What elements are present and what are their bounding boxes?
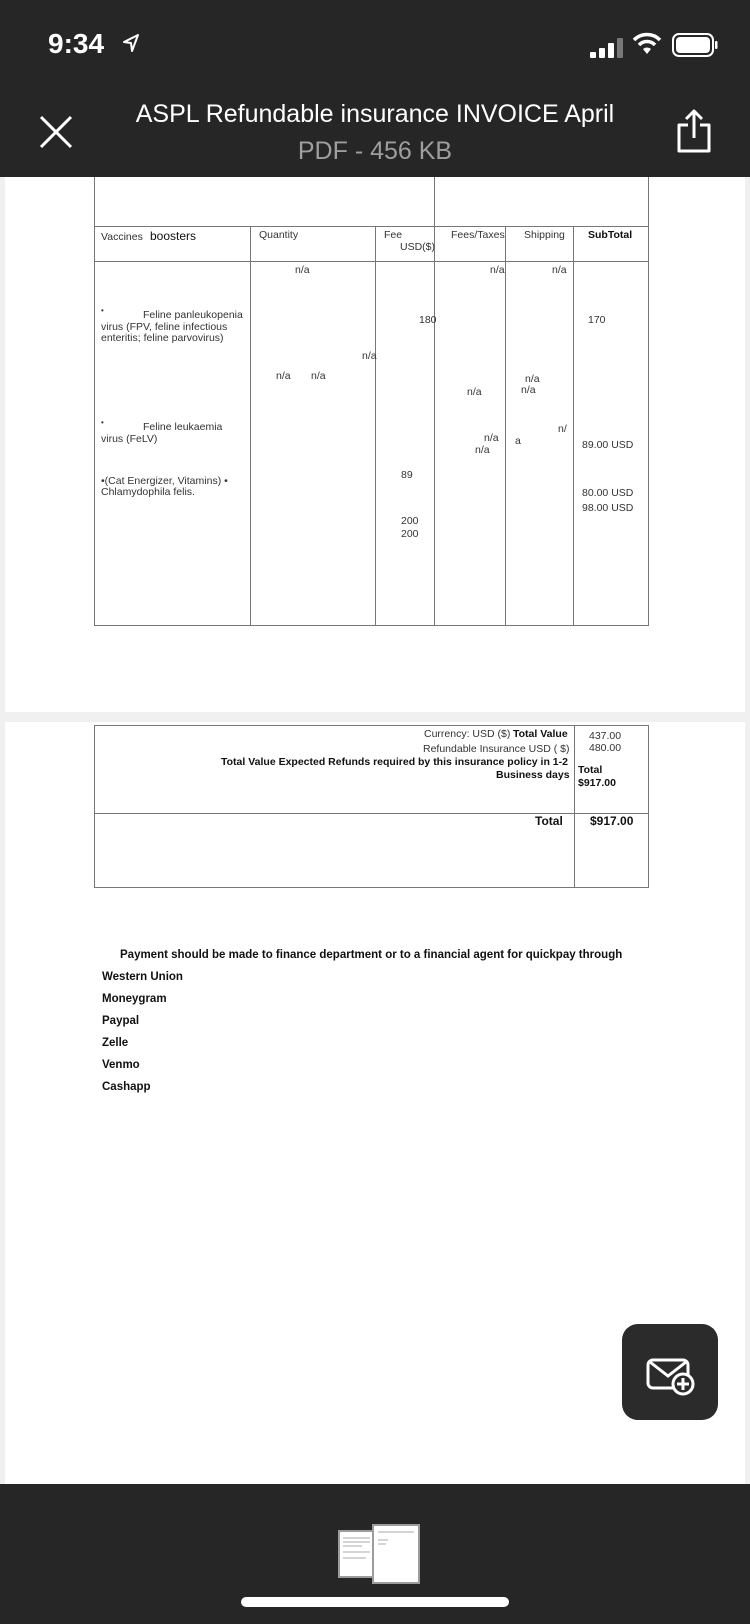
close-icon[interactable]	[36, 112, 76, 152]
fee-180: 180	[419, 314, 437, 326]
na-text: n/a	[521, 384, 536, 396]
na-text: n/a	[525, 373, 540, 385]
page-thumbnail[interactable]	[338, 1530, 376, 1578]
fee-200: 200	[401, 515, 419, 527]
total-value-amount: 437.00	[589, 730, 622, 742]
payment-method: Paypal	[102, 1015, 140, 1027]
subtotal-80: 80.00 USD	[582, 487, 634, 499]
na-text: n/a	[295, 264, 310, 276]
item1-line3: enteritis; feline parvovirus)	[101, 332, 224, 344]
na-text: n/a	[475, 444, 490, 456]
total-amount: $917.00	[590, 814, 634, 828]
item3-line1: •(Cat Energizer, Vitamins) •	[101, 475, 228, 487]
subtotal-98: 98.00 USD	[582, 502, 634, 514]
bullet: •	[101, 306, 104, 315]
thumbnail-lines	[374, 1526, 418, 1582]
refundable-label: Refundable Insurance USD ( $)	[423, 743, 570, 755]
currency-label: Currency: USD ($)	[424, 728, 511, 740]
na-text: n/a	[276, 370, 291, 382]
header-fees-taxes: Fees/Taxes	[451, 229, 505, 241]
document-subtitle: PDF - 456 KB	[297, 137, 453, 165]
header-fee-unit: USD($)	[400, 241, 436, 253]
item2-line1: Feline leukaemia	[143, 421, 223, 433]
header-vaccines: Vaccines	[101, 231, 143, 243]
expected-refunds-line1: Total Value Expected Refunds required by this insurance policy in 1-2	[221, 756, 568, 768]
total-label: Total	[535, 814, 563, 828]
thumbnail-lines	[340, 1532, 374, 1576]
na-partial-text: n/	[558, 423, 567, 435]
subtotal-89: 89.00 USD	[582, 439, 634, 451]
expected-refunds-line2: Business days	[496, 769, 570, 781]
fee-89: 89	[401, 469, 413, 481]
payment-heading: Payment should be made to finance department or to a financial agent for quickpay through	[120, 949, 623, 961]
share-icon[interactable]	[674, 108, 714, 154]
payment-method: Cashapp	[102, 1081, 151, 1093]
payment-method: Western Union	[102, 971, 183, 983]
header-shipping: Shipping	[524, 229, 565, 241]
location-arrow-icon	[122, 33, 140, 53]
subtotal-170: 170	[588, 314, 606, 326]
na-text: n/a	[552, 264, 567, 276]
na-text: n/a	[311, 370, 326, 382]
total-value-label: Total Value	[513, 728, 568, 740]
mail-add-icon	[622, 1324, 718, 1420]
payment-method: Zelle	[102, 1037, 129, 1049]
header-subtotal: SubTotal	[588, 229, 633, 241]
payment-method: Venmo	[102, 1059, 140, 1071]
header-boosters: boosters	[150, 229, 197, 243]
item1-line1: Feline panleukopenia	[143, 309, 243, 321]
refundable-amount: 480.00	[589, 742, 622, 754]
wifi-icon	[632, 32, 662, 56]
battery-icon	[672, 33, 718, 57]
item1-line2: virus (FPV, feline infectious	[101, 321, 228, 333]
na-text: n/a	[490, 264, 505, 276]
status-time: 9:34	[48, 28, 105, 59]
na-text: n/a	[484, 432, 499, 444]
signal-icon	[590, 38, 624, 58]
compose-mail-button[interactable]	[622, 1324, 718, 1420]
na-a-text: a	[515, 435, 521, 447]
header-quantity: Quantity	[259, 229, 299, 241]
na-text: n/a	[467, 386, 482, 398]
na-text: n/a	[362, 350, 377, 362]
document-title: ASPL Refundable insurance INVOICE April	[135, 100, 615, 128]
header-fee: Fee	[384, 229, 403, 241]
top-bar	[0, 0, 750, 177]
item2-line2: virus (FeLV)	[101, 433, 158, 445]
payment-method: Moneygram	[102, 993, 167, 1005]
page-thumbnail-selected[interactable]	[372, 1524, 420, 1584]
total-small-label: Total	[578, 764, 603, 776]
home-indicator[interactable]	[241, 1597, 509, 1607]
item3-line2: Chlamydophila felis.	[101, 486, 195, 498]
bullet: •	[101, 418, 104, 427]
pdf-page-1	[5, 177, 745, 712]
fee-200: 200	[401, 528, 419, 540]
total-small-value: $917.00	[578, 777, 616, 789]
